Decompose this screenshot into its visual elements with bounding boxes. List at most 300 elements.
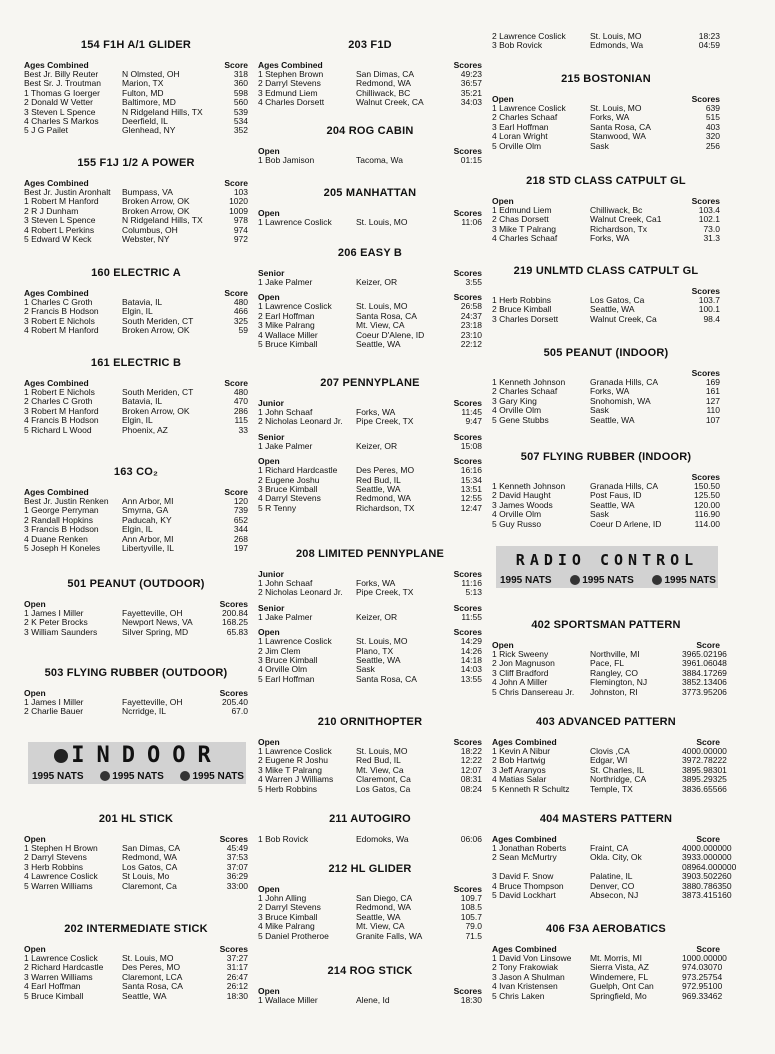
competitor-location — [590, 863, 682, 872]
event-block — [492, 450, 720, 529]
result-row — [24, 407, 248, 416]
radio-banner-nats-1: 1995 NATS — [500, 575, 552, 586]
event-block — [24, 156, 248, 244]
event-title: 207 PENNYPLANE — [320, 377, 420, 389]
competitor-name: 4 Matias Salar — [492, 775, 547, 785]
competitor-location: Glenhead, NY — [122, 126, 176, 136]
result-row — [492, 482, 720, 491]
competitor-name: 2 Darryl Stevens — [258, 79, 321, 89]
result-row — [24, 235, 248, 244]
competitor-name: 4 Orville Olm — [492, 406, 542, 416]
competitor-location: Santa Rosa, CA — [590, 122, 651, 132]
competitor-score: 14:18 — [460, 654, 482, 665]
competitor-name: 4 Charles S Markos — [24, 116, 99, 126]
competitor-location: Forks, WA — [356, 579, 396, 588]
competitor-location: Seattle, WA — [356, 339, 401, 349]
result-row — [24, 397, 248, 406]
result-row — [492, 132, 720, 141]
event-block — [24, 577, 248, 637]
competitor-score: 3961.06048 — [682, 658, 727, 669]
event-title: 503 FLYING RUBBER (OUTDOOR) — [44, 667, 228, 679]
competitor-name: 1 Edmund Liem — [492, 206, 552, 215]
competitor-location: Mt. Morris, MI — [590, 954, 642, 963]
competitor-location: Forks, WA — [356, 408, 396, 417]
group-label: Open — [258, 456, 280, 467]
competitor-location: Fulton, MD — [122, 88, 164, 98]
competitor-name: 4 Ivan Kristensen — [492, 982, 558, 992]
competitor-score: 31:17 — [226, 962, 248, 973]
competitor-score: 13:55 — [460, 673, 482, 684]
competitor-score: 3880.786350 — [682, 880, 732, 891]
result-row — [492, 206, 720, 215]
competitor-score: 103 — [233, 187, 248, 197]
competitor-location: Forks, WA — [590, 234, 630, 244]
competitor-score: 11:55 — [461, 611, 482, 622]
competitor-location: Broken Arrow, OK — [122, 206, 190, 216]
group-header — [258, 147, 482, 156]
competitor-location: Smyrna, GA — [122, 506, 169, 516]
score-label: Scores — [453, 431, 482, 442]
competitor-name: 3 Warren Williams — [24, 972, 93, 982]
competitor-location: Fayetteville, OH — [122, 698, 183, 707]
event-block — [24, 465, 248, 553]
result-row — [258, 996, 482, 1005]
competitor-location: Mt. View, CA — [356, 321, 405, 331]
group-label: Open — [492, 640, 514, 650]
group-header — [258, 885, 482, 894]
competitor-name: 2 Jon Magnuson — [492, 659, 555, 669]
competitor-name: 1 James I Miller — [24, 609, 84, 618]
result-row — [492, 378, 720, 387]
competitor-location: Broken Arrow, OK — [122, 406, 190, 416]
competitor-name: 2 Earl Hoffman — [258, 311, 315, 321]
event-title: 501 PEANUT (OUTDOOR) — [67, 578, 205, 590]
result-row — [258, 504, 482, 513]
result-row — [24, 317, 248, 326]
result-row — [24, 298, 248, 307]
competitor-location: Temple, TX — [590, 784, 633, 794]
result-row — [492, 142, 720, 151]
competitor-score: 969.33462 — [682, 990, 723, 1001]
competitor-score: 3895.98301 — [682, 764, 727, 775]
result-row — [258, 442, 482, 451]
result-row — [258, 278, 482, 287]
event-title: 507 FLYING RUBBER (INDOOR) — [520, 451, 692, 463]
competitor-location: Chilliwack, Bc — [590, 206, 643, 215]
group-label: Open — [258, 627, 280, 638]
competitor-score: 539 — [233, 106, 248, 117]
competitor-score: 3965.02196 — [682, 649, 727, 659]
group-header — [258, 269, 482, 278]
competitor-score: 15:34 — [460, 474, 482, 485]
competitor-score: 403 — [705, 121, 720, 132]
competitor-location: Seattle, WA — [122, 991, 167, 1001]
score-label: Score — [224, 60, 248, 70]
competitor-location: Seattle, WA — [590, 415, 635, 425]
competitor-score: 36:57 — [460, 78, 482, 89]
competitor-name: 2 Charles Schaaf — [492, 387, 558, 397]
score-label: Scores — [453, 602, 482, 613]
competitor-score: 268 — [233, 533, 248, 544]
result-row — [24, 108, 248, 117]
result-row — [24, 954, 248, 963]
competitor-name: 3 Gary King — [492, 396, 537, 406]
competitor-score: 560 — [233, 97, 248, 108]
competitor-name: 3 David F. Snow — [492, 872, 554, 882]
result-row — [24, 497, 248, 506]
result-row — [492, 234, 720, 243]
group-header — [492, 197, 720, 206]
event-block — [24, 356, 248, 435]
competitor-location: St Louis, Mo — [122, 872, 170, 882]
competitor-score: 168.25 — [222, 617, 248, 628]
competitor-location: South Meriden, CT — [122, 388, 194, 397]
competitor-name: 4 Charles Schaaf — [492, 234, 558, 244]
group-label: Open — [258, 146, 280, 156]
result-row — [24, 117, 248, 126]
competitor-name: 5 Joseph H Koneles — [24, 543, 101, 553]
score-label: Scores — [691, 286, 720, 296]
competitor-score: 598 — [233, 87, 248, 98]
competitor-location: St. Louis, MO — [590, 32, 642, 41]
group-label: Open — [24, 688, 46, 698]
competitor-score: 480 — [233, 297, 248, 307]
competitor-location: Coeur D'Alene, ID — [356, 330, 425, 340]
competitor-name: 2 Charlie Bauer — [24, 707, 84, 717]
group-header — [258, 628, 482, 637]
competitor-name: 2 K Peter Brocks — [24, 618, 88, 628]
indoor-banner-nats-3: 1995 NATS — [180, 771, 244, 782]
competitor-score: 71.5 — [465, 930, 482, 941]
score-label: Score — [224, 378, 248, 388]
competitor-location: Chilliwack, BC — [356, 88, 411, 98]
competitor-name: 4 Francis B Hodson — [24, 416, 99, 426]
score-label: Score — [696, 944, 720, 954]
competitor-location: Forks, WA — [590, 387, 630, 397]
competitor-score: 515 — [705, 112, 720, 123]
competitor-name: 1 Lawrence Coslick — [258, 218, 332, 227]
group-header — [258, 457, 482, 466]
result-row — [492, 104, 720, 113]
competitor-score: 3773.95206 — [682, 686, 727, 697]
competitor-score: 3895.29325 — [682, 774, 727, 785]
event-title: 215 BOSTONIAN — [561, 73, 651, 85]
competitor-score: 534 — [233, 115, 248, 126]
result-row — [492, 406, 720, 415]
result-row — [258, 79, 482, 88]
competitor-name: 2 David Haught — [492, 491, 551, 501]
event-title: 218 STD CLASS CATPULT GL — [526, 175, 686, 187]
competitor-score: 652 — [233, 514, 248, 525]
result-row — [258, 785, 482, 794]
competitor-name: 1 Rick Sweeny — [492, 650, 549, 659]
competitor-location: Northridge, CA — [590, 775, 647, 785]
competitor-score: 24:37 — [460, 310, 482, 321]
competitor-score: 352 — [233, 125, 248, 136]
competitor-name: 3 Francis B Hodson — [24, 525, 99, 535]
competitor-location: Walnut Creek, CA — [356, 98, 424, 108]
group-label: Open — [258, 737, 280, 747]
competitor-location: Northville, MI — [590, 650, 640, 659]
result-row — [258, 775, 482, 784]
competitor-location: Granada Hills, CA — [590, 378, 659, 387]
result-row — [24, 226, 248, 235]
competitor-score: 26:47 — [226, 971, 248, 982]
competitor-score: 116.90 — [694, 509, 720, 520]
competitor-score: 14:26 — [460, 645, 482, 656]
competitor-name: 3 Mike T Palrang — [492, 224, 556, 234]
competitor-name: 1 George Perryman — [24, 506, 99, 516]
group-header — [258, 604, 482, 613]
competitor-name: 1 Thomas G Ioerger — [24, 88, 100, 98]
result-row — [24, 698, 248, 707]
competitor-name: 5 R Tenny — [258, 503, 297, 513]
result-row — [492, 783, 727, 794]
group-header — [258, 433, 482, 442]
competitor-name: 1 Kenneth Johnson — [492, 378, 566, 387]
competitor-name: 2 Darryl Stevens — [24, 853, 87, 863]
competitor-location: Deerfield, IL — [122, 116, 168, 126]
result-row — [24, 882, 248, 891]
group-label: Senior — [258, 268, 285, 278]
competitor-name: 1 Herb Robbins — [492, 296, 552, 305]
competitor-name: 3 Earl Hoffman — [492, 122, 549, 132]
competitor-score: 79.0 — [465, 921, 482, 932]
result-row — [258, 89, 482, 98]
indoor-banner-title: INDOOR — [28, 743, 246, 769]
competitor-name: 4 Duane Renken — [24, 534, 88, 544]
competitor-name: Best Jr. Billy Reuter — [24, 70, 99, 79]
competitor-score: 08964.000000 — [682, 861, 737, 872]
result-row — [258, 835, 482, 844]
group-label: Open — [24, 944, 46, 954]
competitor-score: 120 — [233, 496, 248, 506]
event-title: 203 F1D — [348, 39, 392, 51]
competitor-score: 107 — [705, 414, 720, 425]
event-block — [492, 618, 727, 697]
competitor-name: 3 Mike Palrang — [258, 321, 315, 331]
competitor-name: 4 Wallace Miller — [258, 330, 318, 340]
competitor-score: 256 — [705, 140, 720, 151]
competitor-location: Webster, NY — [122, 234, 170, 244]
competitor-name: 5 Warren Williams — [24, 881, 93, 891]
competitor-name: 1 Robert E Nichols — [24, 388, 95, 397]
competitor-score: 49:23 — [460, 69, 482, 79]
competitor-location: Forks, WA — [590, 113, 630, 123]
group-label: Open — [258, 292, 280, 303]
competitor-location: Elgin, IL — [122, 416, 153, 426]
competitor-score: 33 — [238, 424, 248, 435]
competitor-name: 3 Herb Robbins — [24, 862, 84, 872]
group-header — [258, 209, 482, 218]
event-block — [258, 246, 482, 349]
competitor-location: St. Louis, MO — [122, 954, 174, 963]
competitor-name: 5 Herb Robbins — [258, 784, 318, 794]
competitor-name: 1 Jonathan Roberts — [492, 844, 567, 853]
competitor-score: 105.7 — [460, 911, 482, 922]
score-label: Scores — [691, 368, 720, 378]
result-row — [24, 506, 248, 515]
result-row — [492, 32, 720, 41]
result-row — [24, 516, 248, 525]
result-row — [492, 510, 720, 519]
competitor-location: Tacoma, Wa — [356, 156, 403, 165]
competitor-score: 108.5 — [460, 902, 482, 913]
competitor-location: St. Louis, MO — [590, 104, 642, 113]
event-block — [492, 922, 727, 1001]
result-row — [24, 98, 248, 107]
event-block — [258, 812, 482, 844]
competitor-location: Palatine, IL — [590, 872, 633, 882]
result-row — [24, 853, 248, 862]
score-label: Score — [696, 640, 720, 650]
event-block — [258, 547, 482, 684]
competitor-name: 5 Bruce Kimball — [24, 991, 84, 1001]
competitor-score: 169 — [705, 377, 720, 387]
competitor-location: Stanwood, WA — [590, 132, 646, 142]
competitor-name: 3 Mike T Palrang — [258, 765, 322, 775]
competitor-name: 5 Edward W Keck — [24, 234, 92, 244]
competitor-score: 12:47 — [460, 502, 482, 513]
competitor-location: Guelph, Ont Can — [590, 982, 654, 992]
group-label: Open — [492, 94, 514, 104]
competitor-score: 18:30 — [460, 995, 482, 1005]
competitor-location: Sask — [356, 665, 375, 675]
competitor-location: Batavia, IL — [122, 397, 163, 407]
event-block — [492, 346, 720, 425]
group-header — [492, 95, 720, 104]
group-label: Ages Combined — [258, 60, 323, 70]
competitor-score: 3836.65566 — [682, 783, 727, 794]
competitor-location: Libertyville, IL — [122, 543, 174, 553]
group-header — [492, 287, 720, 296]
competitor-score: 3933.000000 — [682, 852, 732, 863]
score-label: Scores — [691, 196, 720, 206]
result-row — [258, 321, 482, 330]
group-label: Senior — [258, 431, 285, 442]
group-label: Ages Combined — [492, 737, 557, 747]
competitor-score: 1009 — [229, 205, 248, 216]
competitor-name: 4 Loran Wright — [492, 132, 548, 142]
competitor-location: Fraint, CA — [590, 844, 629, 853]
score-label: Score — [696, 834, 720, 844]
group-label: Ages Combined — [24, 378, 89, 388]
group-header — [258, 570, 482, 579]
event-title: 202 INTERMEDIATE STICK — [64, 923, 208, 935]
group-label: Ages Combined — [24, 60, 89, 70]
competitor-location: Coeur D Arlene, ID — [590, 519, 662, 529]
competitor-location: Seattle, WA — [356, 655, 401, 665]
competitor-location: Claremont, Ca — [356, 775, 411, 785]
competitor-location: Okla. City, Ok — [590, 853, 642, 863]
event-title: 406 F3A AEROBATICS — [546, 923, 666, 935]
competitor-score: 102.1 — [698, 214, 720, 225]
competitor-score: 3903.502260 — [682, 871, 732, 882]
group-header — [258, 399, 482, 408]
competitor-name: 5 Gene Stubbs — [492, 415, 549, 425]
event-title: 214 ROG STICK — [327, 965, 413, 977]
competitor-location: Ann Arbor, MI — [122, 497, 174, 506]
competitor-name: 3 William Saunders — [24, 627, 98, 637]
competitor-location: Silver Spring, MD — [122, 627, 189, 637]
competitor-score: 45:49 — [226, 843, 248, 853]
competitor-location: Granite Falls, WA — [356, 931, 423, 941]
competitor-location: Absecon, NJ — [590, 890, 639, 900]
result-row — [492, 491, 720, 500]
competitor-score: 11:06 — [461, 217, 482, 227]
group-label: Open — [492, 196, 514, 206]
score-label: Scores — [453, 208, 482, 218]
result-row — [492, 123, 720, 132]
competitor-score: 08:31 — [460, 774, 482, 785]
result-row — [258, 656, 482, 665]
result-row — [492, 686, 727, 697]
event-title: 201 HL STICK — [98, 813, 174, 825]
result-row — [24, 426, 248, 435]
event-block — [492, 72, 720, 151]
competitor-location: Seattle, WA — [356, 912, 401, 922]
score-label: Score — [696, 737, 720, 747]
score-label: Scores — [219, 944, 248, 954]
competitor-name: 1 Bob Rovick — [258, 835, 309, 844]
event-title: 404 MASTERS PATTERN — [539, 813, 673, 825]
result-row — [492, 41, 720, 50]
competitor-location: Edgar, WI — [590, 756, 628, 766]
score-label: Scores — [453, 456, 482, 467]
competitor-name: 5 Earl Hoffman — [258, 674, 315, 684]
result-row — [24, 307, 248, 316]
competitor-name: 5 Guy Russo — [492, 519, 542, 529]
competitor-score: 06:06 — [460, 834, 482, 844]
competitor-location: Los Gatos, Ca — [356, 784, 411, 794]
score-label: Scores — [453, 60, 482, 70]
competitor-location: Ncrridge, IL — [122, 707, 166, 717]
event-block — [258, 964, 482, 1005]
competitor-name: 3 Bruce Kimball — [258, 484, 318, 494]
competitor-name: 3 Robert M Hanford — [24, 406, 99, 416]
competitor-location: Edmonds, Wa — [590, 41, 644, 51]
result-row — [24, 89, 248, 98]
competitor-name: 2 Richard Hardcastle — [24, 963, 104, 973]
competitor-location: Redmond, WA — [356, 494, 411, 504]
indoor-banner-nats-2: 1995 NATS — [100, 771, 164, 782]
competitor-name: 2 Sean McMurtry — [492, 853, 557, 863]
result-row — [258, 665, 482, 674]
competitor-name: 2 Bruce Kimball — [492, 305, 552, 315]
result-row — [24, 416, 248, 425]
competitor-name: 2 Lawrence Coslick — [492, 32, 566, 41]
competitor-location: Marion, TX — [122, 79, 164, 89]
result-row — [24, 544, 248, 553]
event-title: 204 ROG CABIN — [326, 125, 414, 137]
competitor-location: St. Louis, MO — [356, 302, 408, 312]
competitor-location: San Dimas, CA — [122, 844, 181, 853]
competitor-location: Claremont, LCA — [122, 972, 183, 982]
competitor-location: N Ridgeland Hills, TX — [122, 107, 203, 117]
result-row — [24, 207, 248, 216]
event-block — [24, 38, 248, 136]
result-row — [24, 188, 248, 197]
competitor-name: 2 Bob Hartwig — [492, 756, 546, 766]
competitor-location: Granada Hills, CA — [590, 482, 659, 491]
competitor-score: 318 — [233, 69, 248, 79]
score-label: Scores — [453, 268, 482, 278]
competitor-score: 120.00 — [694, 499, 720, 510]
competitor-score: 12:55 — [460, 493, 482, 504]
competitor-location: Alene, Id — [356, 996, 390, 1005]
competitor-location: Mt. View, CA — [356, 922, 405, 932]
competitor-score: 98.4 — [703, 313, 720, 324]
